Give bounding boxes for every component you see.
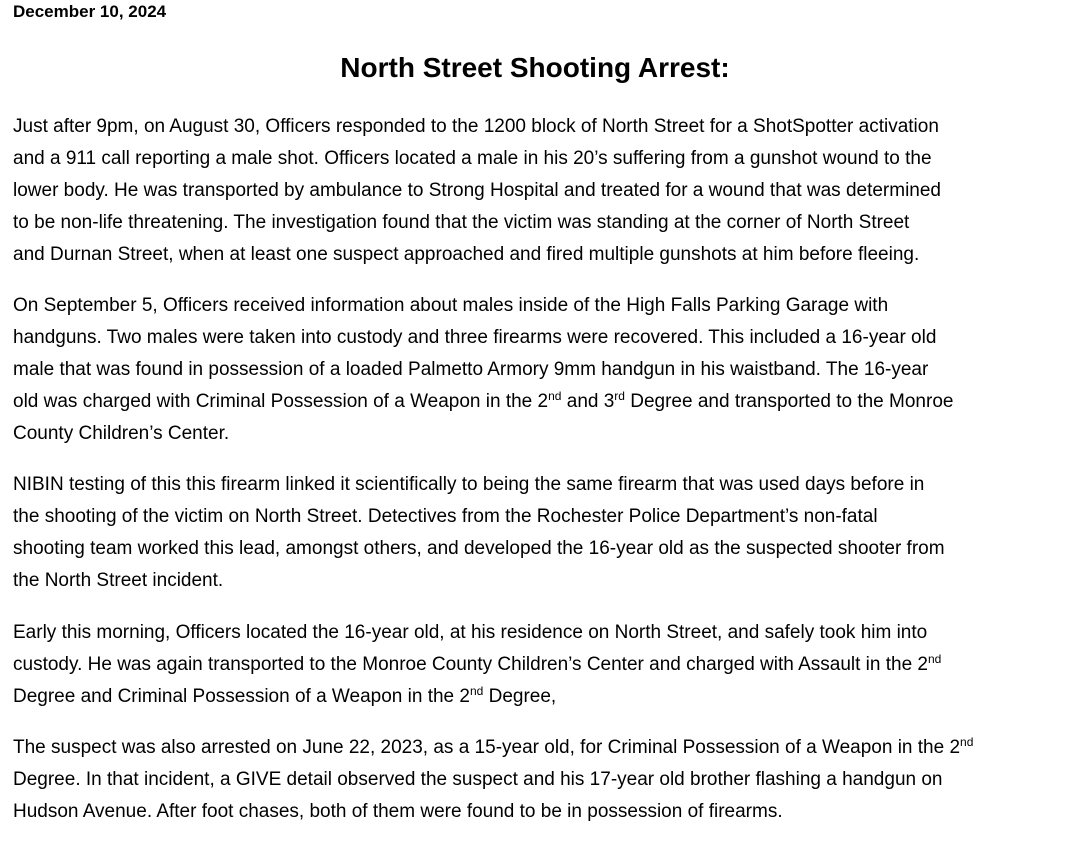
page-title: North Street Shooting Arrest: bbox=[340, 52, 730, 83]
text-line: to be non-life threatening. The investigation found that the victim was standing at the corner of North Street bbox=[13, 212, 910, 233]
text-line: handguns. Two males were taken into custody and three firearms were recovered. This included a 16-year old bbox=[13, 327, 937, 348]
text-line: male that was found in possession of a loaded Palmetto Armory 9mm handgun in his waistband. The 16-year bbox=[13, 359, 929, 380]
text-line: the shooting of the victim on North Street. Detectives from the Rochester Police Department’s non-fatal bbox=[13, 506, 878, 527]
release-date: December 10, 2024 bbox=[13, 2, 167, 21]
text-line: On September 5, Officers received information about males inside of the High Falls Parking Garage with bbox=[13, 295, 889, 316]
text-line: County Children’s Center. bbox=[13, 423, 230, 444]
text-line: NIBIN testing of this this firearm linked it scientifically to being the same firearm that was used days before in bbox=[13, 474, 925, 495]
paragraph-prior-arrest bbox=[13, 732, 973, 828]
text-line: custody. He was again transported to the Monroe County Children’s Center and charged with Assault in the 2nd bbox=[13, 652, 942, 675]
text-line: The suspect was also arrested on June 22, 2023, as a 15-year old, for Criminal Possession of a Weapon in the 2nd bbox=[13, 735, 974, 758]
paragraph-arrest bbox=[13, 617, 941, 713]
paragraph-nibin bbox=[13, 469, 945, 597]
text-line: Early this morning, Officers located the 16-year old, at his residence on North Street, and safely took him into bbox=[13, 622, 928, 643]
text-line: shooting team worked this lead, amongst others, and developed the 16-year old as the suspected shooter from bbox=[13, 538, 945, 559]
text-line: Just after 9pm, on August 30, Officers responded to the 1200 block of North Street for a ShotSpotter activation bbox=[13, 116, 939, 137]
text-line: the North Street incident. bbox=[13, 570, 224, 591]
paragraph-incident bbox=[13, 111, 941, 271]
text-line: old was charged with Criminal Possession of a Weapon in the 2nd and 3rd Degree and transported to the Monroe bbox=[13, 389, 954, 412]
text-line: Degree and Criminal Possession of a Weapon in the 2nd Degree, bbox=[13, 684, 557, 707]
text-line: lower body. He was transported by ambulance to Strong Hospital and treated for a wound that was determined bbox=[13, 180, 942, 201]
text-line: and a 911 call reporting a male shot. Officers located a male in his 20’s suffering from a gunshot wound to the bbox=[13, 148, 932, 169]
text-line: Hudson Avenue. After foot chases, both of them were found to be in possession of firearms. bbox=[13, 801, 783, 822]
text-line: Degree. In that incident, a GIVE detail observed the suspect and his 17-year old brother flashing a handgun on bbox=[13, 769, 943, 790]
text-line: and Durnan Street, when at least one suspect approached and fired multiple gunshots at him before fleeing. bbox=[13, 244, 920, 265]
paragraph-custody bbox=[13, 290, 953, 450]
